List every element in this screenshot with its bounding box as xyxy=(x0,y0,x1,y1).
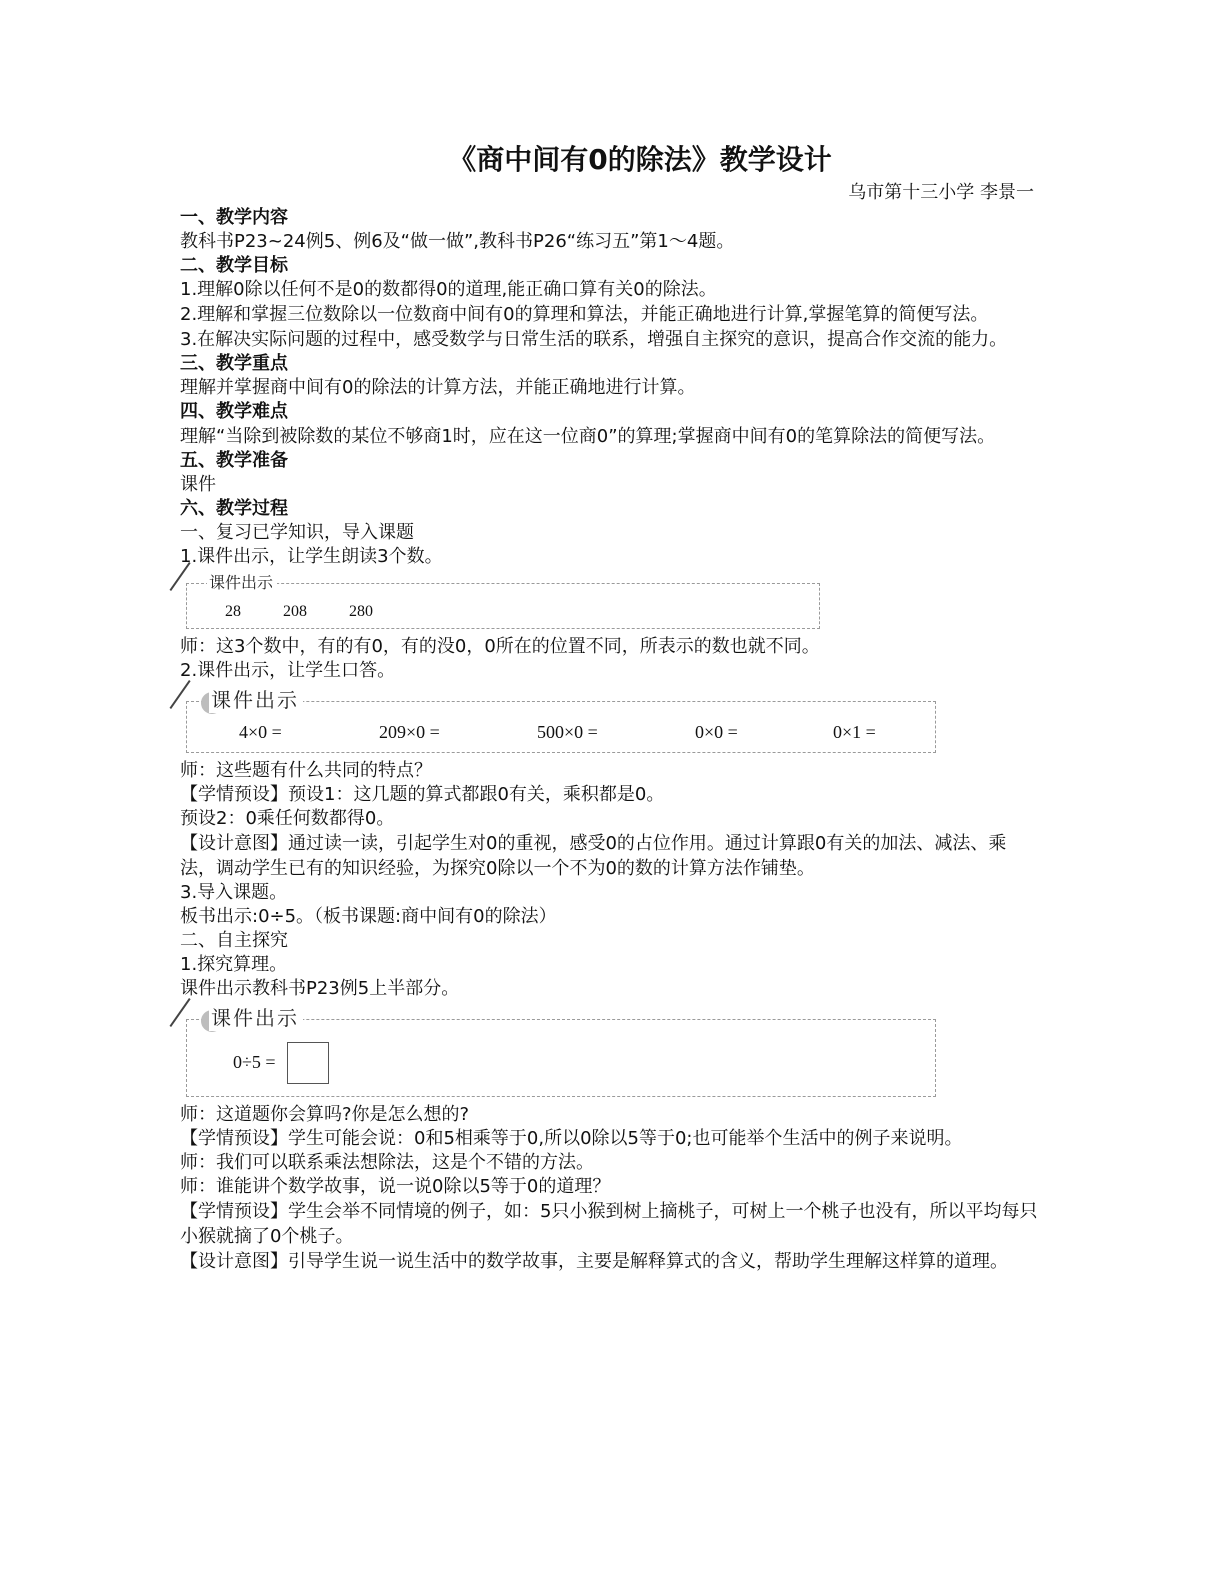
math-expression: 4×0 = xyxy=(239,722,282,742)
courseware-box xyxy=(186,1006,936,1097)
answer-blank-box xyxy=(287,1042,329,1084)
paragraph: 【学情预设】学生可能会说：0和5相乘等于0,所以0除以5等于0;也可能举个生活中的例子来说明。 xyxy=(180,1128,963,1149)
section-heading: 三、教学重点 xyxy=(180,353,288,374)
number-value: 280 xyxy=(349,603,373,620)
paragraph: 师：谁能讲个数学故事，说一说0除以5等于0的道理？ xyxy=(180,1176,611,1197)
section-heading: 一、教学内容 xyxy=(180,207,288,228)
subsection-heading: 二、自主探究 xyxy=(180,930,288,951)
document-page xyxy=(180,140,1040,1274)
paragraph: 师：这道题你会算吗?你是怎么想的? xyxy=(180,1104,470,1125)
paragraph: 【设计意图】通过读一读，引起学生对0的重视，感受0的占位作用。通过计算跟0有关的加法、减法、乘法，调动学生已有的知识经验，为探究0除以一个不为0的数的计算方法作铺垫。 xyxy=(180,833,1007,879)
courseware-box xyxy=(186,573,820,629)
paragraph: 师：我们可以联系乘法想除法，这是个不错的方法。 xyxy=(180,1152,594,1173)
paragraph: 【学情预设】学生会举不同情境的例子，如：5只小猴到树上摘桃子，可树上一个桃子也没有，所以平均每只小猴就摘了0个桃子。 xyxy=(180,1201,1038,1247)
courseware-label: 课件出示 xyxy=(209,1002,303,1031)
math-expression: 500×0 = xyxy=(537,722,598,742)
paragraph: 2.课件出示，让学生口答。 xyxy=(180,660,396,681)
courseware-label: 课件出示 xyxy=(207,570,277,593)
subsection-heading: 一、复习已学知识，导入课题 xyxy=(180,522,414,543)
courseware-label: 课件出示 xyxy=(209,684,303,713)
paragraph: 课件 xyxy=(180,474,216,495)
paragraph: 课件出示教科书P23例5上半部分。 xyxy=(180,978,460,999)
section-heading: 二、教学目标 xyxy=(180,255,288,276)
paragraph: 预设2：0乘任何数都得0。 xyxy=(180,808,395,829)
paragraph: 理解“当除到被除数的某位不够商1时，应在这一位商0”的算理;掌握商中间有0的笔算除法的简便写法。 xyxy=(180,426,996,447)
paragraph: 3.导入课题。 xyxy=(180,882,288,903)
slash-decoration xyxy=(169,998,190,1027)
math-expression: 0×0 = xyxy=(695,722,738,742)
paragraph: 【设计意图】引导学生说一说生活中的数学故事，主要是解释算式的含义，帮助学生理解这样算的道理。 xyxy=(180,1251,1008,1272)
slash-decoration xyxy=(169,680,190,709)
number-list xyxy=(225,603,411,621)
number-value: 208 xyxy=(283,603,307,620)
paragraph: 2.理解和掌握三位数除以一位数商中间有0的算理和算法，并能正确地进行计算,掌握笔算的简便写法。 xyxy=(180,304,989,325)
section-heading: 四、教学难点 xyxy=(180,401,288,422)
paragraph: 理解并掌握商中间有0的除法的计算方法，并能正确地进行计算。 xyxy=(180,377,696,398)
courseware-box xyxy=(186,688,936,753)
paragraph: 板书出示:0÷5。（板书课题:商中间有0的除法） xyxy=(180,906,557,927)
paragraph: 教科书P23~24例5、例6及“做一做”,教科书P26“练习五”第1～4题。 xyxy=(180,231,735,252)
paragraph: 1.探究算理。 xyxy=(180,954,288,975)
paragraph: 师：这3个数中，有的有0，有的没0，0所在的位置不同，所表示的数也就不同。 xyxy=(180,636,820,657)
math-expression: 209×0 = xyxy=(379,722,440,742)
number-value: 28 xyxy=(225,603,241,620)
page-title: 《商中间有0的除法》教学设计 xyxy=(448,143,832,176)
section-heading: 五、教学准备 xyxy=(180,450,288,471)
paragraph: 3.在解决实际问题的过程中，感受数学与日常生活的联系，增强自主探究的意识，提高合作交流的能力。 xyxy=(180,329,1008,350)
paragraph: 1.课件出示，让学生朗读3个数。 xyxy=(180,546,443,567)
section-heading: 六、教学过程 xyxy=(180,498,288,519)
paragraph: 师：这些题有什么共同的特点？ xyxy=(180,760,432,781)
math-expression: 0÷5 = xyxy=(233,1052,276,1072)
paragraph: 【学情预设】预设1：这几题的算式都跟0有关，乘积都是0。 xyxy=(180,784,665,805)
math-expression: 0×1 = xyxy=(833,722,876,742)
author-line: 乌市第十三小学 李景一 xyxy=(848,182,1034,203)
paragraph: 1.理解0除以任何不是0的数都得0的道理,能正确口算有关0的除法。 xyxy=(180,279,717,300)
